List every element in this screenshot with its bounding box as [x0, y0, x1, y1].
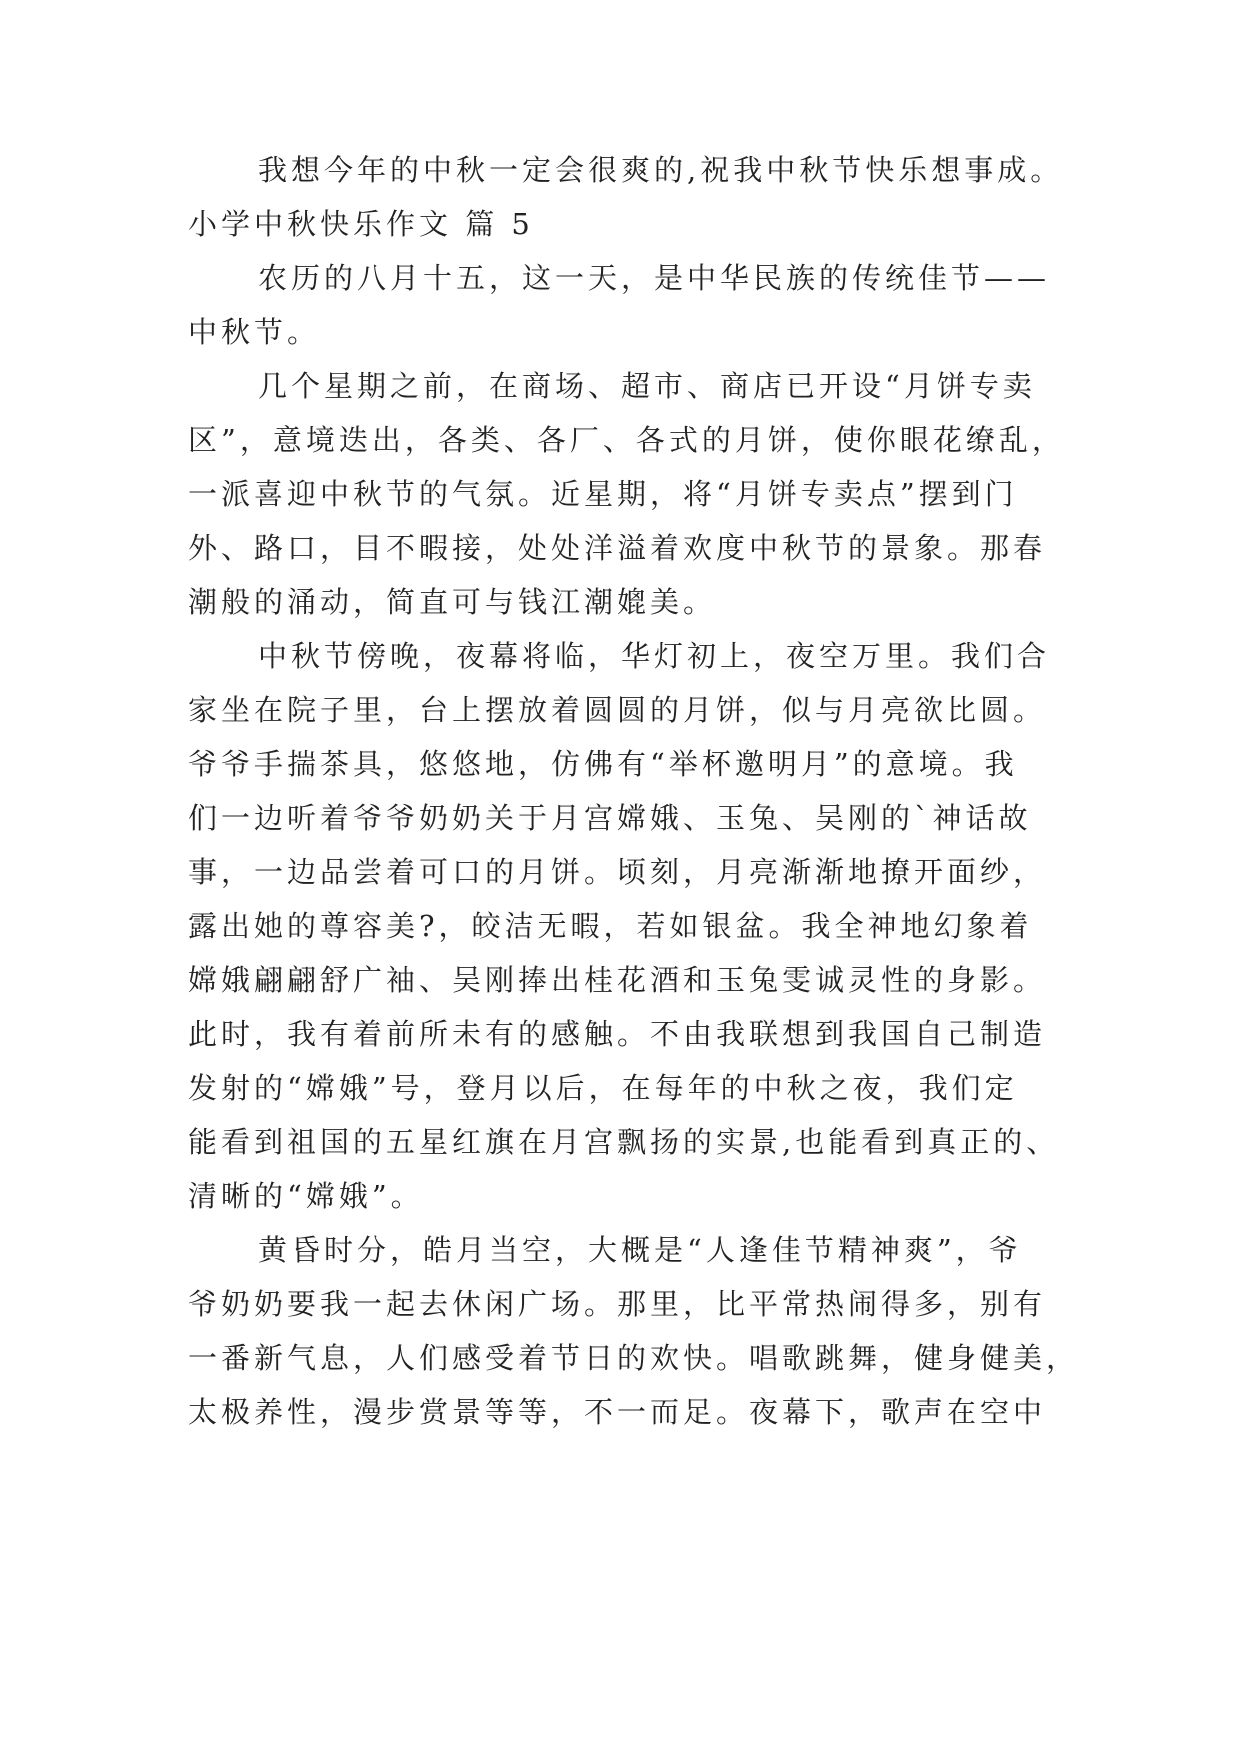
text-line: 嫦娥翩翩舒广袖、吴刚捧出桂花酒和玉兔雯诚灵性的身影。: [188, 963, 1047, 997]
text-line: 发射的“嫦娥”号，登月以后，在每年的中秋之夜，我们定: [188, 1071, 1018, 1105]
text-line: 露出她的尊容美?，皎洁无暇，若如银盆。我全神地幻象着: [188, 909, 1033, 943]
text-line: 家坐在院子里，台上摆放着圆圆的月饼，似与月亮欲比圆。: [188, 693, 1047, 727]
text-line: 爷爷手揣茶具，悠悠地，仿佛有“举杯邀明月”的意境。我: [188, 747, 1018, 781]
text-line: 中秋节傍晚，夜幕将临，华灯初上，夜空万里。我们合: [258, 639, 1051, 673]
text-line: 中秋节。: [188, 315, 321, 349]
text-line: 我想今年的中秋一定会很爽的,祝我中秋节快乐想事成。: [258, 153, 1064, 187]
text-line: 潮般的涌动，简直可与钱江潮媲美。: [188, 585, 717, 619]
text-line: 们一边听着爷爷奶奶关于月宫嫦娥、玉兔、吴刚的`神话故: [188, 801, 1032, 835]
text-line: 农历的八月十五，这一天，是中华民族的传统佳节——: [258, 261, 1051, 295]
text-line: 外、路口，目不暇接，处处洋溢着欢度中秋节的景象。那春: [188, 531, 1047, 565]
section-heading: 小学中秋快乐作文 篇 5: [188, 207, 534, 241]
text-line: 一派喜迎中秋节的气氛。近星期，将“月饼专卖点”摆到门: [188, 477, 1018, 511]
text-line: 几个星期之前，在商场、超市、商店已开设“月饼专卖: [258, 369, 1036, 403]
text-line: 事，一边品尝着可口的月饼。顷刻，月亮渐渐地撩开面纱，: [188, 855, 1047, 889]
text-line: 太极养性，漫步赏景等等，不一而足。夜幕下，歌声在空中: [188, 1395, 1047, 1429]
text-line: 能看到祖国的五星红旗在月宫飘扬的实景,也能看到真正的、: [188, 1125, 1060, 1159]
text-line: 一番新气息，人们感受着节日的欢快。唱歌跳舞，健身健美，: [188, 1341, 1080, 1375]
text-line: 清晰的“嫦娥”。: [188, 1179, 424, 1213]
text-line: 此时，我有着前所未有的感触。不由我联想到我国自己制造: [188, 1017, 1047, 1051]
text-line: 爷奶奶要我一起去休闲广场。那里，比平常热闹得多，别有: [188, 1287, 1047, 1321]
text-line: 黄昏时分，皓月当空，大概是“人逢佳节精神爽”，爷: [258, 1233, 1022, 1267]
text-line: 区”，意境迭出，各类、各厂、各式的月饼，使你眼花缭乱，: [188, 423, 1065, 457]
